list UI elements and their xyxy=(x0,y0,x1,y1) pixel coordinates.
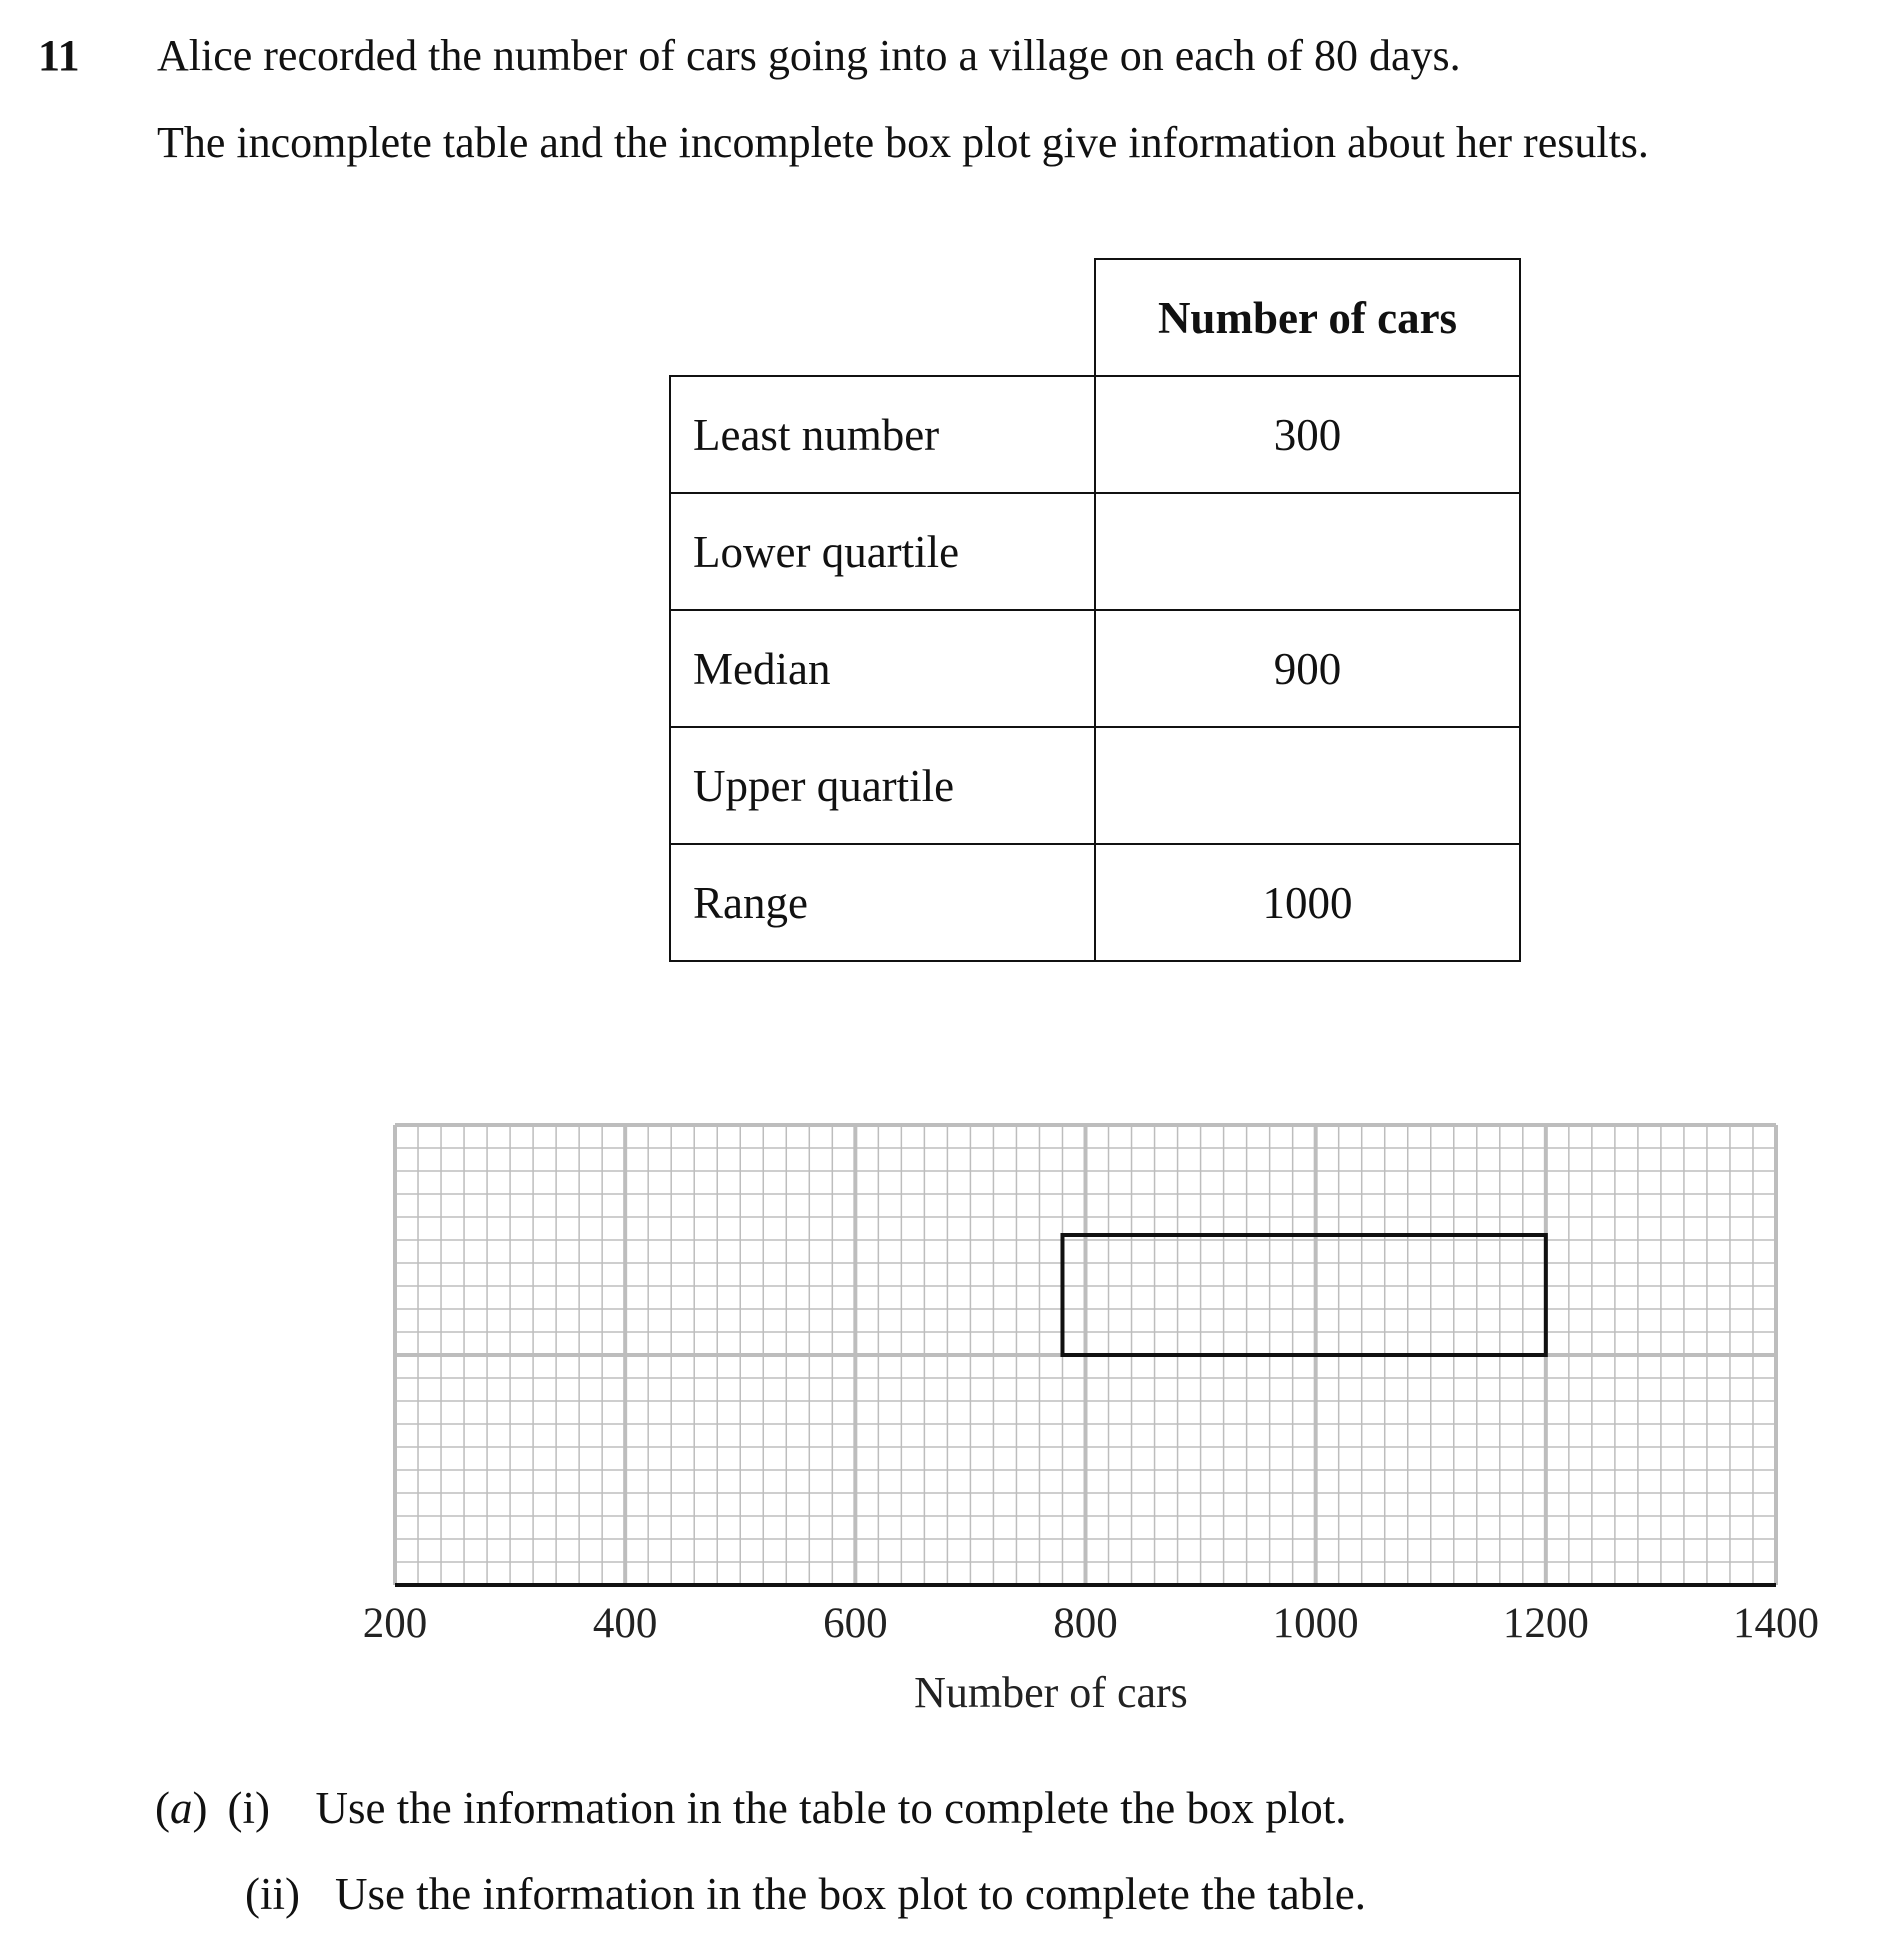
row-value-upper-quartile[interactable] xyxy=(1095,727,1520,844)
grid-major-lines xyxy=(395,1125,1776,1585)
part-a-letter: a xyxy=(170,1783,193,1833)
part-a-ii xyxy=(245,1868,1366,1920)
grid-minor-lines xyxy=(395,1125,1776,1585)
x-tick-labels xyxy=(363,1600,1819,1647)
x-tick-label: 200 xyxy=(362,1600,428,1647)
x-tick-label: 1000 xyxy=(1272,1600,1359,1647)
row-label-least-number: Least number xyxy=(670,376,1095,493)
row-label-range: Range xyxy=(670,844,1095,961)
x-tick-label: 600 xyxy=(823,1600,888,1647)
part-i-label: (i) xyxy=(227,1783,270,1833)
row-value-lower-quartile[interactable] xyxy=(1095,493,1520,610)
row-value-least-number: 300 xyxy=(1095,376,1520,493)
part-a-i xyxy=(155,1782,1347,1834)
question-text-line-1: Alice recorded the number of cars going into a village on each of 80 days. xyxy=(157,31,1461,80)
row-label-median: Median xyxy=(670,610,1095,727)
question-text-line-2: The incomplete table and the incomplete box plot give information about her results. xyxy=(157,118,1649,167)
table-corner-cell xyxy=(670,259,1095,376)
part-ii-label: (ii) xyxy=(245,1869,300,1919)
table-header-number-of-cars: Number of cars xyxy=(1095,259,1520,376)
table-row xyxy=(670,727,1520,844)
table-row xyxy=(670,493,1520,610)
x-tick-label: 400 xyxy=(592,1600,658,1647)
table-row xyxy=(670,844,1520,961)
part-i-text: Use the information in the table to complete the box plot. xyxy=(315,1783,1347,1833)
question-number: 11 xyxy=(38,31,80,80)
table-row xyxy=(670,376,1520,493)
row-value-range: 1000 xyxy=(1095,844,1520,961)
part-a-label: (a) xyxy=(155,1783,208,1833)
table-header-row xyxy=(670,259,1520,376)
row-label-upper-quartile: Upper quartile xyxy=(670,727,1095,844)
box-plot-box[interactable] xyxy=(1062,1235,1545,1355)
row-label-lower-quartile: Lower quartile xyxy=(670,493,1095,610)
table-row xyxy=(670,610,1520,727)
x-tick-label: 1400 xyxy=(1733,1600,1819,1647)
part-ii-text: Use the information in the box plot to complete the table. xyxy=(335,1869,1367,1919)
row-value-median: 900 xyxy=(1095,610,1520,727)
x-tick-label: 1200 xyxy=(1502,1600,1589,1647)
x-tick-label: 800 xyxy=(1053,1600,1118,1647)
x-axis-label: Number of cars xyxy=(914,1668,1188,1717)
statistics-table xyxy=(669,258,1521,962)
